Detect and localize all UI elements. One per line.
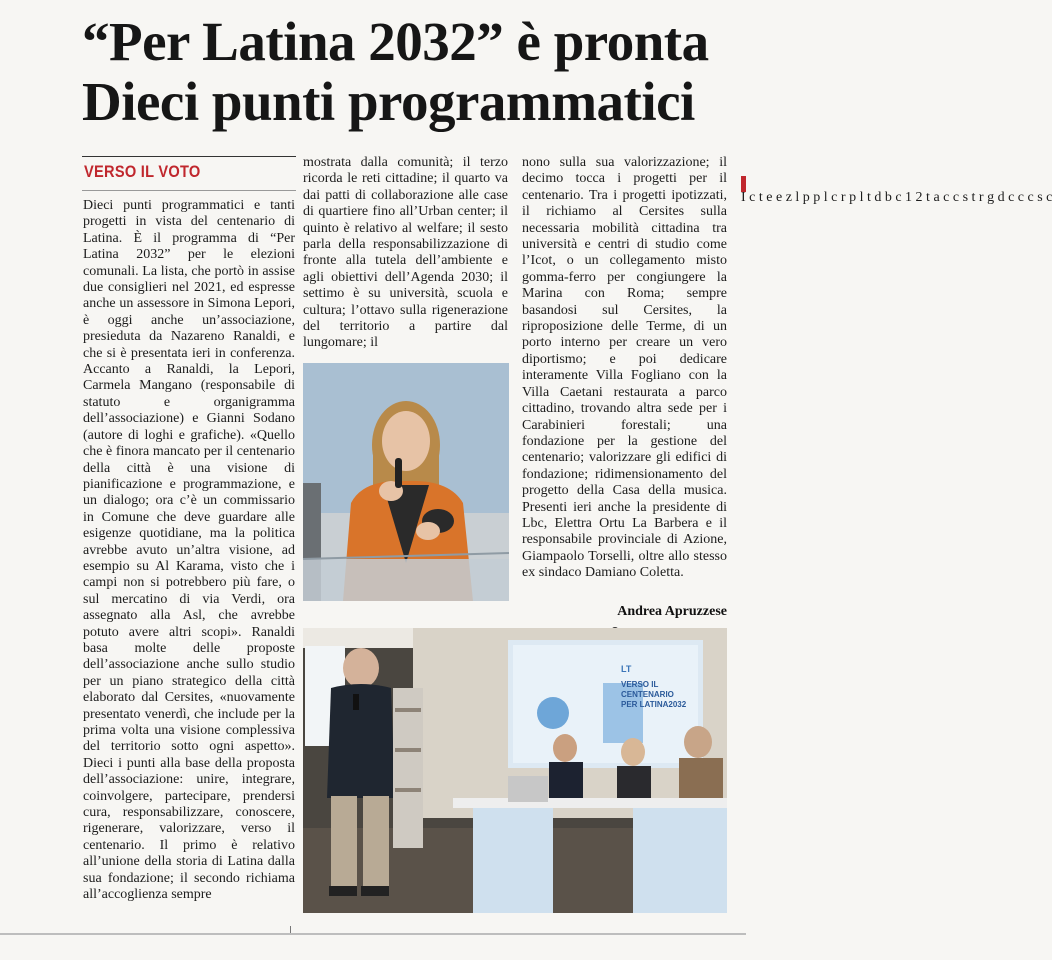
section-rule-top bbox=[82, 156, 296, 157]
slide-title-line-1: VERSO IL bbox=[621, 680, 659, 689]
article-column-1: Dieci punti programmatici e tanti progetti in vista del centenario di Latina. È il programma di “Per Latina 2032” per le elezioni comunali. La lista, che portò in assise due consiglieri nel 2021, ed espresse anche un assessore in Simona Lepori, è oggi anche un’associazione, presieduta da Nazareno Ranaldi, e che si è presentata ieri in conferenza. Accanto a Ranaldi, la Lepori, Carmela Mangano (responsabile di statuto e organigramma dell’associazione) e Gianni Sodano (autore di loghi e grafiche). «Quello che è finora mancato per il centenario della città è una visione di pianificazione e programmazione, e un dialogo; ora c’è un commissario in Comune che deve guardare alle esigenze quotidiane, ma la politica avrebbe avuto un’altra visione, ad esempio su Al Karama, visto che i campi non si potrebbero più fare, o sul mercatino di via Verdi, ora assegnato alla Asl, che avrebbe potuto avere altri scopi». Ranaldi basa molte delle proposte dell’associazione anche sullo studio per un piano strategico della città elaborato dal Cersites, «nuovamente presentato venerdì, che include per la prima volta una visione complessiva del territorio sotto ogni aspetto». Dieci i punti alla base della proposta dell’associazione: unire, integrare, coinvolgere, partecipare, prendersi cura, responsabilizzare, conoscere, rigenerare, valorizzare, verso il centenario. Il primo è relativo all’unione della storia di Latina dalla sua fondazione; il secondo richiama all’accoglienza sempre bbox=[83, 198, 295, 903]
byline: Andrea Apruzzese bbox=[617, 604, 727, 619]
photo-conference-room bbox=[303, 628, 727, 913]
article-column-2: mostrata dalla comunità; il terzo ricorda le reti cittadine; il quarto va dai patti di collaborazione alle case di quartiere fino all’Urban center; il quinto è relativo al welfare; il sesto parla della responsabilizzazione di fronte alla tutela dell’ambiente e agli obiettivi dell’Agenda 2030; il settimo è su università, scuola e cultura; l’ottavo sulla rigenerazione del territorio a partire dal lungomare; il bbox=[303, 155, 508, 351]
slide-title-line-2: CENTENARIO bbox=[621, 690, 674, 699]
section-label: VERSO IL VOTO bbox=[84, 162, 201, 181]
photo-conference-room-illustration bbox=[303, 628, 727, 913]
adjacent-article-cutoff: I c t e e z l p p l c r p l t d b c 1 2 t a c c s t r g d c c c s c bbox=[741, 190, 1052, 205]
section-rule-bottom bbox=[82, 190, 296, 191]
slide-title-line-3: PER LATINA2032 bbox=[621, 700, 687, 709]
headline-line-2: Dieci punti programmatici bbox=[82, 71, 695, 132]
photo-speaker-woman bbox=[303, 363, 509, 601]
slide-logo: LT bbox=[621, 664, 632, 674]
page-bottom-tick bbox=[290, 926, 291, 933]
page-bottom-rule bbox=[0, 933, 746, 935]
photo-speaker-woman-illustration bbox=[303, 363, 509, 601]
article-column-3: nono sulla sua valorizzazione; il decimo tocca i progetti per il centenario. Tra i progetti ipotizzati, il richiamo al Cersites sulla necessaria mobilità cittadina tra università e centri di studio come l’Icot, o un collegamento misto gomma-ferro per congiungere la Marina con Roma; sempre basandosi sul Cersites, la riproposizione delle Terme, di un porto interno per creare un vero diportismo; e poi dedicare interamente Villa Fogliano con la Villa Caetani restaurata a parco cittadino, trovando altra sede per i Carabinieri forestali; una fondazione per la gestione del centenario; valorizzare gli edifici di fondazione; ridimensionamento del progetto della Casa della musica. Presenti ieri anche la presidente di Lbc, Elettra Ortu La Barbera e il responsabile provinciale di Azione, Giampaolo Torselli, oltre allo stesso ex sindaco Damiano Coletta. bbox=[522, 155, 727, 581]
headline-line-1: “Per Latina 2032” è pronta bbox=[82, 11, 709, 72]
